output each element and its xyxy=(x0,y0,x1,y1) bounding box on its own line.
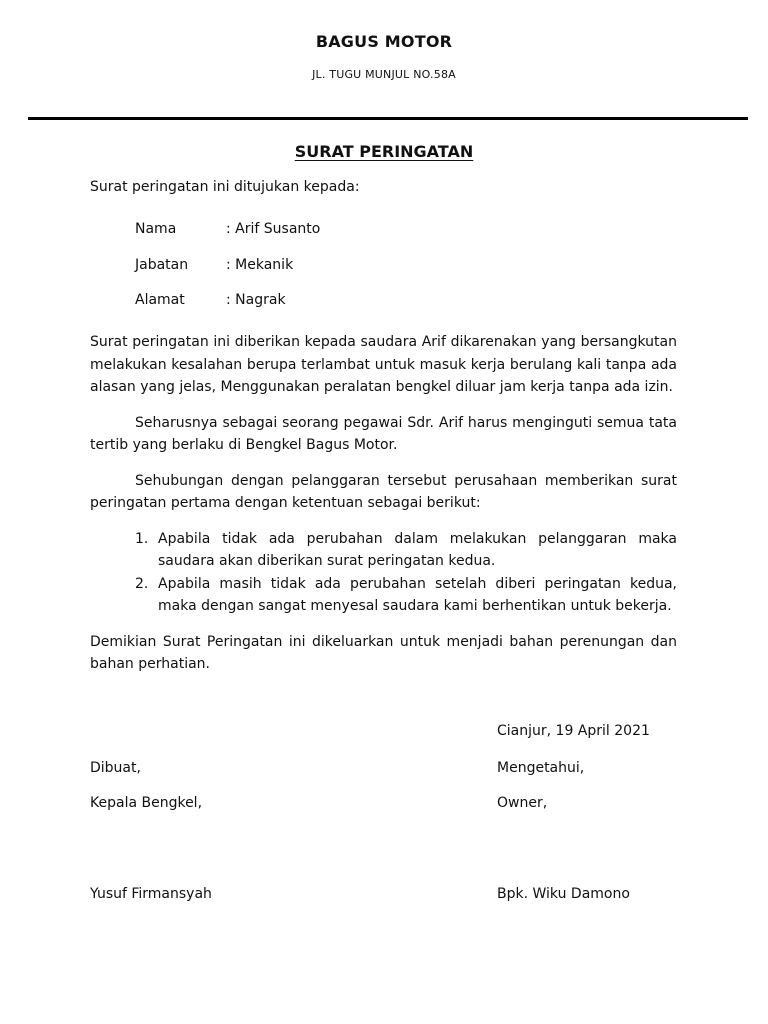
header-divider xyxy=(28,117,748,120)
company-address: JL. TUGU MUNJUL NO.58A xyxy=(312,68,456,81)
place-date: Cianjur, 19 April 2021 xyxy=(497,723,650,739)
left-signatory-name: Yusuf Firmansyah xyxy=(90,886,212,902)
company-name: BAGUS MOTOR xyxy=(315,32,453,51)
closing-paragraph: Demikian Surat Peringatan ini dikeluarkan untuk menjadi bahan perenungan dan bahan perhatian. xyxy=(90,633,677,672)
left-signature-caption: Dibuat, xyxy=(90,760,141,776)
letter-title: SURAT PERINGATAN xyxy=(294,142,474,161)
recipient-details xyxy=(135,212,320,319)
field-value-name: : Arif Susanto xyxy=(226,221,321,237)
recipient-row-position xyxy=(135,247,320,283)
field-value-position: : Mekanik xyxy=(226,256,294,273)
field-label-position: Jabatan xyxy=(135,256,189,273)
right-signatory-name: Bpk. Wiku Damono xyxy=(497,886,630,902)
field-value-address: : Nagrak xyxy=(226,292,286,308)
right-signature-caption: Mengetahui, xyxy=(497,760,585,776)
intro-line: Surat peringatan ini ditujukan kepada: xyxy=(90,179,360,195)
condition-item xyxy=(90,528,677,573)
right-signature-role: Owner, xyxy=(497,795,548,811)
condition-text: Apabila masih tidak ada perubahan setelah diberi peringatan kedua, maka dengan sangat menyesal saudara kami berhentikan untuk bekerja. xyxy=(158,575,677,614)
consequence-paragraph: Sehubungan dengan pelanggaran tersebut perusahaan memberikan surat peringatan pertama dengan ketentuan sebagai berikut: xyxy=(90,472,677,511)
condition-number: 2. xyxy=(135,575,149,592)
letter-body xyxy=(90,176,677,689)
expectation-paragraph: Seharusnya sebagai seorang pegawai Sdr. Arif harus menginguti semua tata tertib yang berlaku di Bengkel Bagus Motor. xyxy=(90,414,677,453)
reason-paragraph: Surat peringatan ini diberikan kepada saudara Arif dikarenakan yang bersangkutan melakukan kesalahan berupa terlambat untuk masuk kerja berulang kali tanpa ada alasan yang jelas, Menggunakan peralatan bengkel diluar jam kerja tanpa ada izin. xyxy=(90,334,677,395)
condition-text: Apabila tidak ada perubahan dalam melakukan pelanggaran maka saudara akan diberikan surat peringatan kedua. xyxy=(158,530,677,569)
conditions-list xyxy=(90,528,677,618)
field-label-name: Nama xyxy=(135,221,177,237)
field-label-address: Alamat xyxy=(135,292,185,308)
recipient-row-address xyxy=(135,283,320,319)
left-signature-role: Kepala Bengkel, xyxy=(90,795,203,811)
condition-number: 1. xyxy=(135,530,149,547)
recipient-row-name xyxy=(135,212,320,248)
condition-item xyxy=(90,573,677,618)
